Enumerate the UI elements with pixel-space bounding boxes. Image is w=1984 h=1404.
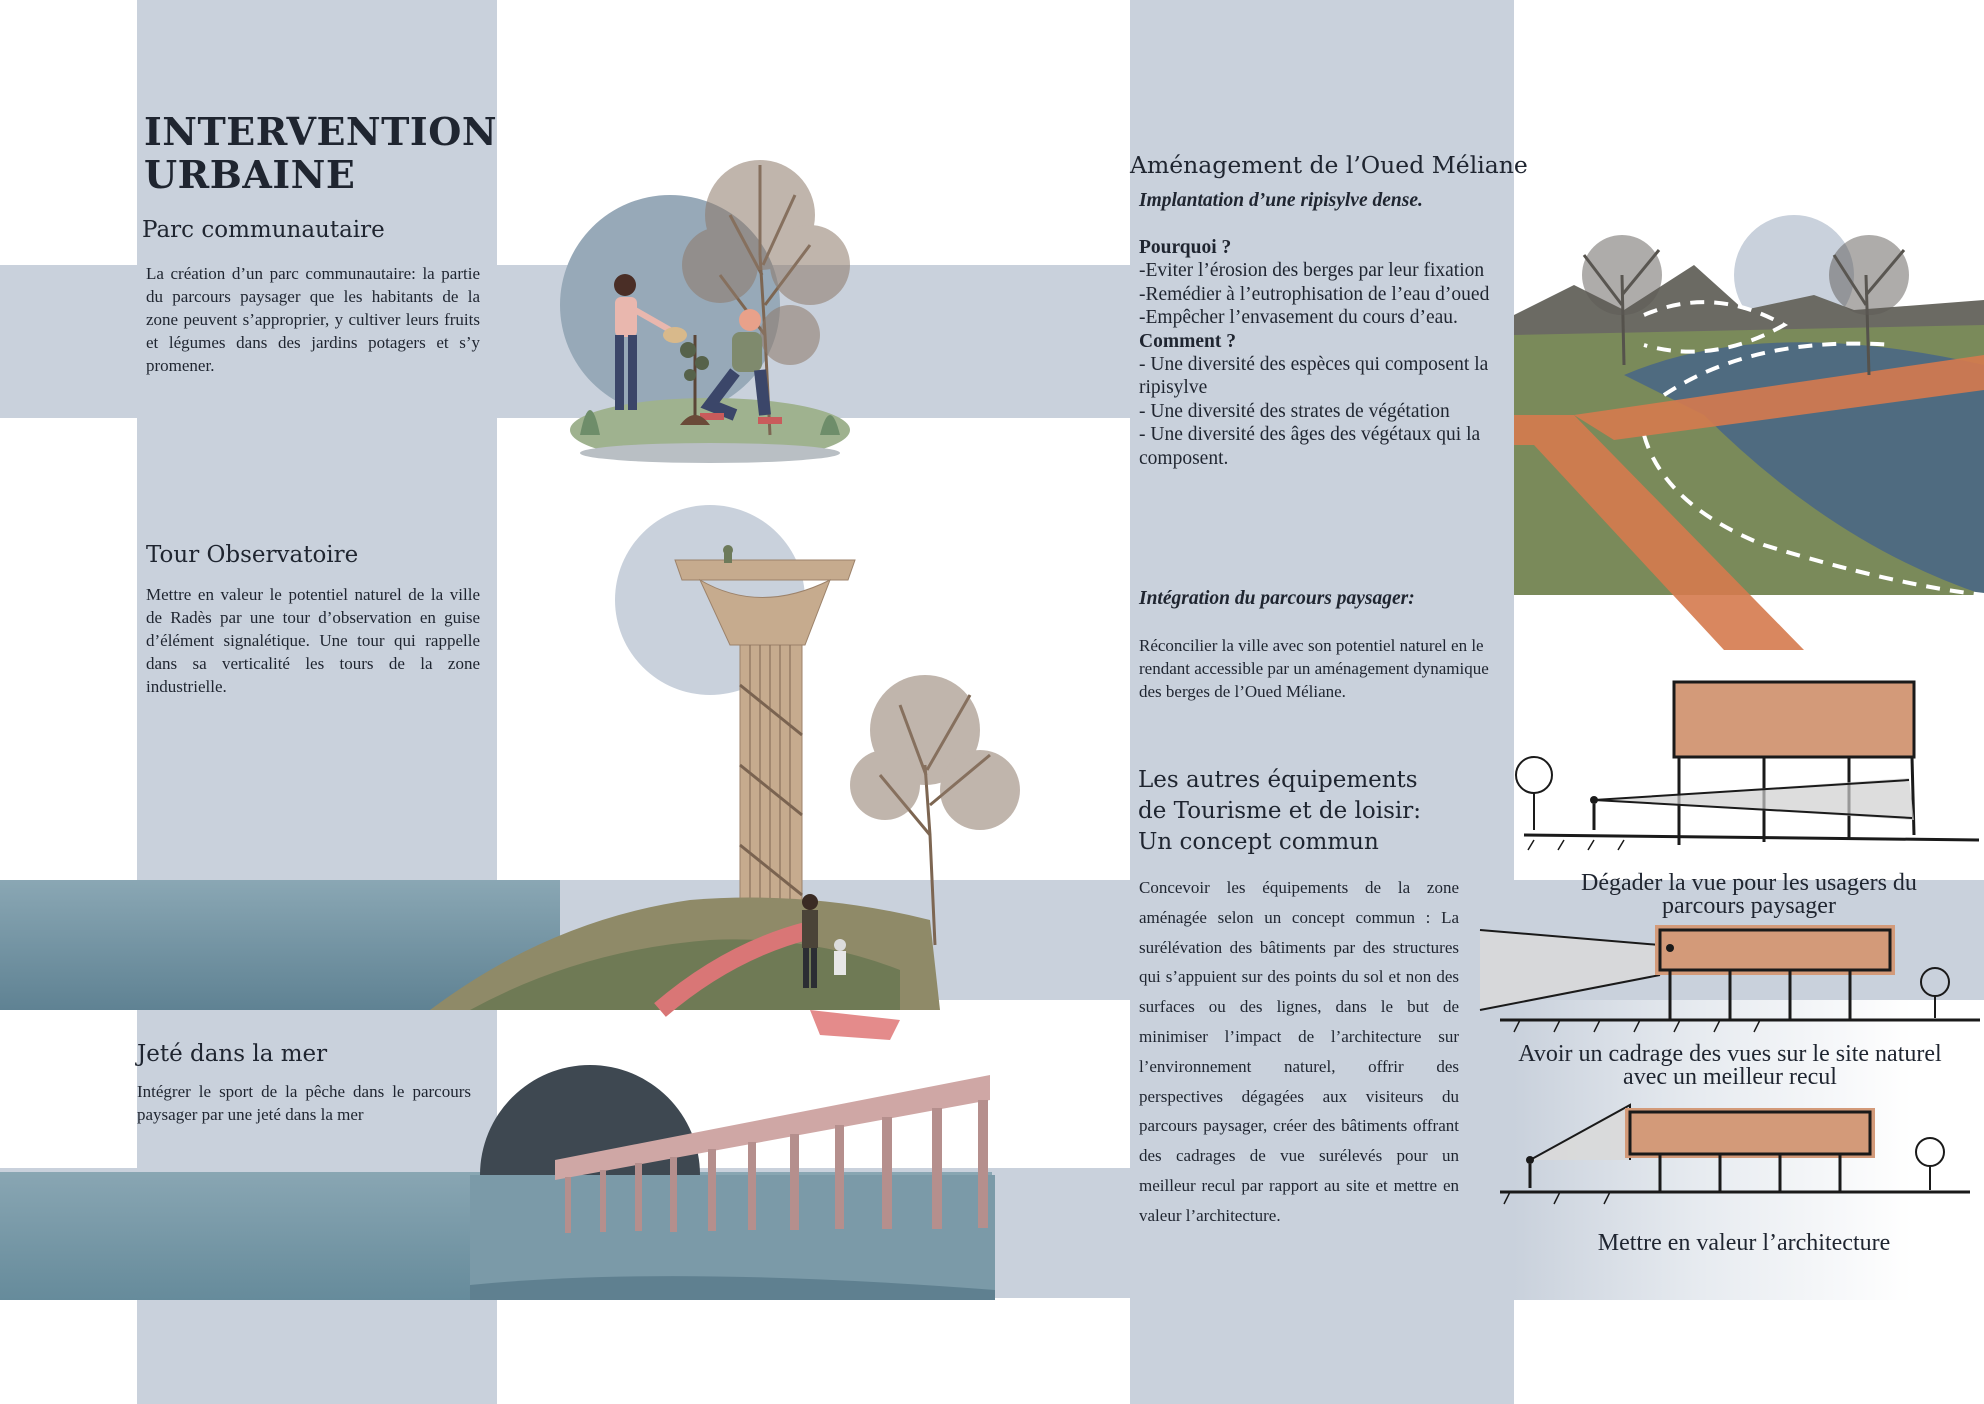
caption-1-line-2: parcours paysager (1662, 893, 1836, 919)
grass-hill (430, 860, 950, 1040)
title-line-2: URBAINE (144, 152, 356, 197)
equip-heading-line-2: de Tourisme et de loisir: (1138, 798, 1422, 824)
oued-details (1139, 236, 1519, 470)
heading-tour-observatoire: Tour Observatoire (146, 542, 359, 568)
page-title (144, 110, 504, 196)
comment-item-1: - Une diversité des espèces qui composent la ripisylve (1139, 354, 1489, 399)
text-integration: Réconcilier la ville avec son potentiel naturel en le rendant accessible par un aménagement dynamique des berges de l’Oued Méliane. (1139, 636, 1489, 701)
illustration-parc (560, 135, 860, 475)
heading-oued-meliane: Aménagement de l’Oued Méliane (1130, 151, 1528, 179)
text-jete-dans-la-mer: Intégrer le sport de la pêche dans le parcours paysager par une jeté dans la mer (137, 1082, 471, 1124)
text-parc-communautaire: La création d’un parc communautaire: la partie du parcours paysager que les habitants de la zone peuvent s’approprier, y cultiver leurs fruits et légumes dans des jardins potagers et s’y promener. (146, 264, 480, 375)
sketch-3 (1500, 1100, 1984, 1210)
label-pourquoi: Pourquoi ? (1139, 237, 1232, 258)
sketch-1-building (1674, 682, 1914, 757)
heading-autres-equipements (1138, 765, 1518, 858)
text-tour-observatoire: Mettre en valeur le potentiel naturel de la ville de Radès par une tour d’observation en guise d’élément signalétique. Une tour qui rappelle dans sa verticalité les tours de la zone industrielle. (146, 585, 480, 696)
sketch-3-building (1625, 1108, 1875, 1158)
illustration-oued (1514, 215, 1984, 650)
equip-heading-line-1: Les autres équipements (1138, 767, 1418, 793)
caption-2-line-1: Avoir un cadrage des vues sur le site naturel (1518, 1041, 1942, 1067)
caption-1-line-1: Dégader la vue pour les usagers du (1581, 870, 1917, 896)
heading-jete-dans-la-mer: Jeté dans la mer (137, 1041, 328, 1067)
comment-item-3: - Une diversité des âges des végétaux qui la composent. (1139, 424, 1481, 469)
title-line-1: INTERVENTION (144, 109, 498, 154)
text-concept-commun: Concevoir les équipements de la zone aménagée selon un concept commun : La surélévation des bâtiments par des structures qui s’appuient sur des points du sol et non des surfaces ou des lignes, dans le but de minimiser l’impact de l’architecture sur l’environnement naturel, offrir des perspectives dégagées aux visiteurs du parcours paysager, créer des bâtiments offrant des cadrages de vue surélevés pour un meilleur recul par rapport au site et mettre en valeur l’architecture. (1139, 878, 1459, 1225)
pourquoi-item-3: -Empêcher l’envasement du cours d’eau. (1139, 307, 1458, 329)
figure-child (834, 939, 846, 975)
illustration-jete (470, 1045, 995, 1300)
caption-valeur-architecture: Mettre en valeur l’architecture (1597, 1230, 1891, 1256)
subtitle-ripisylve: Implantation d’une ripisylve dense. (1139, 190, 1423, 211)
caption-cadrage-vues (1470, 1043, 1984, 1089)
sketch-2-building (1655, 925, 1895, 975)
label-integration: Intégration du parcours paysager: (1139, 588, 1415, 609)
caption-2-line-2: avec un meilleur recul (1623, 1064, 1837, 1090)
equip-heading-line-3: Un concept commun (1138, 829, 1379, 855)
pourquoi-item-1: -Eviter l’érosion des berges par leur fixation (1139, 260, 1485, 282)
comment-item-2: - Une diversité des strates de végétation (1139, 400, 1450, 422)
heading-parc-communautaire: Parc communautaire (142, 217, 385, 243)
caption-degager-vue (1514, 872, 1984, 918)
sketch-1 (1514, 670, 1984, 855)
pourquoi-item-2: -Remédier à l’eutrophisation de l’eau d’oued (1139, 283, 1490, 305)
label-comment: Comment ? (1139, 330, 1236, 352)
sketch-2 (1480, 920, 1984, 1040)
